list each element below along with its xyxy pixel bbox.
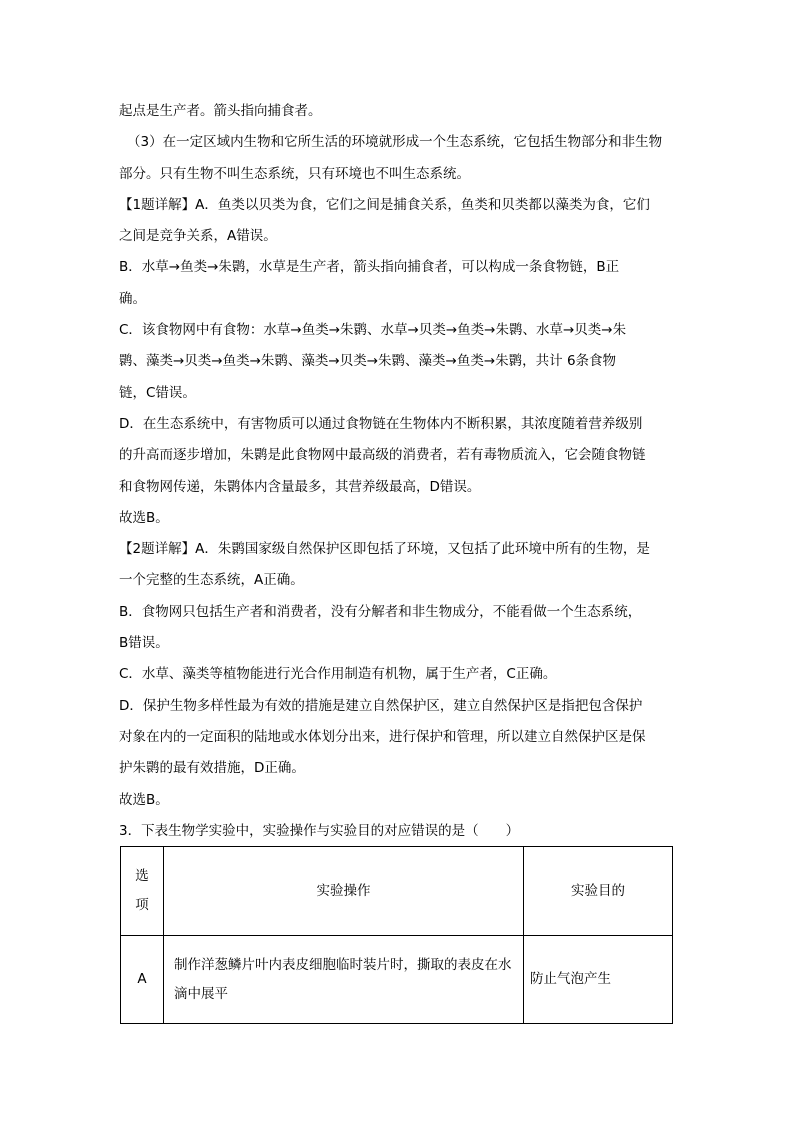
text-line: 【2题详解】A．朱鹮国家级自然保护区即包括了环境，又包括了此环境中所有的生物，是 (119, 541, 650, 558)
text-line: 故选B。 (119, 791, 169, 808)
header-purpose-cell: 实验目的 (524, 847, 673, 936)
header-option-line: 选 (135, 868, 149, 884)
text-line: C．该食物网中有食物：水草→鱼类→朱鹮、水草→贝类→鱼类→朱鹮、水草→贝类→朱 (119, 322, 627, 339)
text-line: 的升高而逐步增加，朱鹮是此食物网中最高级的消费者，若有毒物质流入，它会随食物链 (119, 447, 646, 464)
table-header-row (121, 847, 673, 936)
option-cell: A (121, 936, 164, 1024)
text-line: 和食物网传递，朱鹮体内含量最多，其营养级最高，D错误。 (119, 478, 481, 495)
text-line: 鹮、藻类→贝类→鱼类→朱鹮、藻类→贝类→朱鹮、藻类→鱼类→朱鹮，共计 6条食物 (119, 353, 617, 370)
header-option-cell (121, 847, 164, 936)
text-line: 一个完整的生态系统，A正确。 (119, 572, 304, 589)
text-line: 故选B。 (119, 509, 169, 526)
text-line: 链，C错误。 (119, 384, 196, 401)
header-operation-cell: 实验操作 (164, 847, 524, 936)
text-line: D．保护生物多样性最为有效的措施是建立自然保护区，建立自然保护区是指把包含保护 (119, 697, 643, 714)
text-line: B．水草→鱼类→朱鹮，水草是生产者，箭头指向捕食者，可以构成一条食物链，B正 (119, 259, 620, 276)
text-line: 确。 (119, 290, 146, 307)
table-row (121, 936, 673, 1024)
purpose-cell: 防止气泡产生 (524, 936, 673, 1024)
text-line: B．食物网只包括生产者和消费者，没有分解者和非生物成分，不能看做一个生态系统， (119, 603, 642, 620)
answer-text-block (119, 96, 679, 847)
header-option-line: 项 (135, 897, 149, 913)
operation-cell: 制作洋葱鳞片叶内表皮细胞临时装片时，撕取的表皮在水滴中展平 (164, 936, 524, 1024)
text-line: 部分。只有生物不叫生态系统，只有环境也不叫生态系统。 (119, 165, 470, 182)
text-line: 护朱鹮的最有效措施，D正确。 (119, 760, 305, 777)
text-line: 之间是竞争关系，A错误。 (119, 228, 277, 245)
text-line: 【1题详解】A．鱼类以贝类为食，它们之间是捕食关系，鱼类和贝类都以藻类为食，它们 (119, 196, 650, 213)
experiment-table (120, 846, 673, 1024)
question-stem: 3．下表生物学实验中，实验操作与实验目的对应错误的是（ ） (119, 822, 520, 839)
text-line: B错误。 (119, 635, 169, 652)
text-line: （3）在一定区域内生物和它所生活的环境就形成一个生态系统，它包括生物部分和非生物 (127, 134, 663, 151)
text-line: C．水草、藻类等植物能进行光合作用制造有机物，属于生产者，C正确。 (119, 666, 557, 683)
text-line: D．在生态系统中，有害物质可以通过食物链在生物体内不断积累，其浓度随着营养级别 (119, 415, 643, 432)
text-line: 对象在内的一定面积的陆地或水体划分出来，进行保护和管理，所以建立自然保护区是保 (119, 728, 646, 745)
text-line: 起点是生产者。箭头指向捕食者。 (119, 103, 322, 119)
